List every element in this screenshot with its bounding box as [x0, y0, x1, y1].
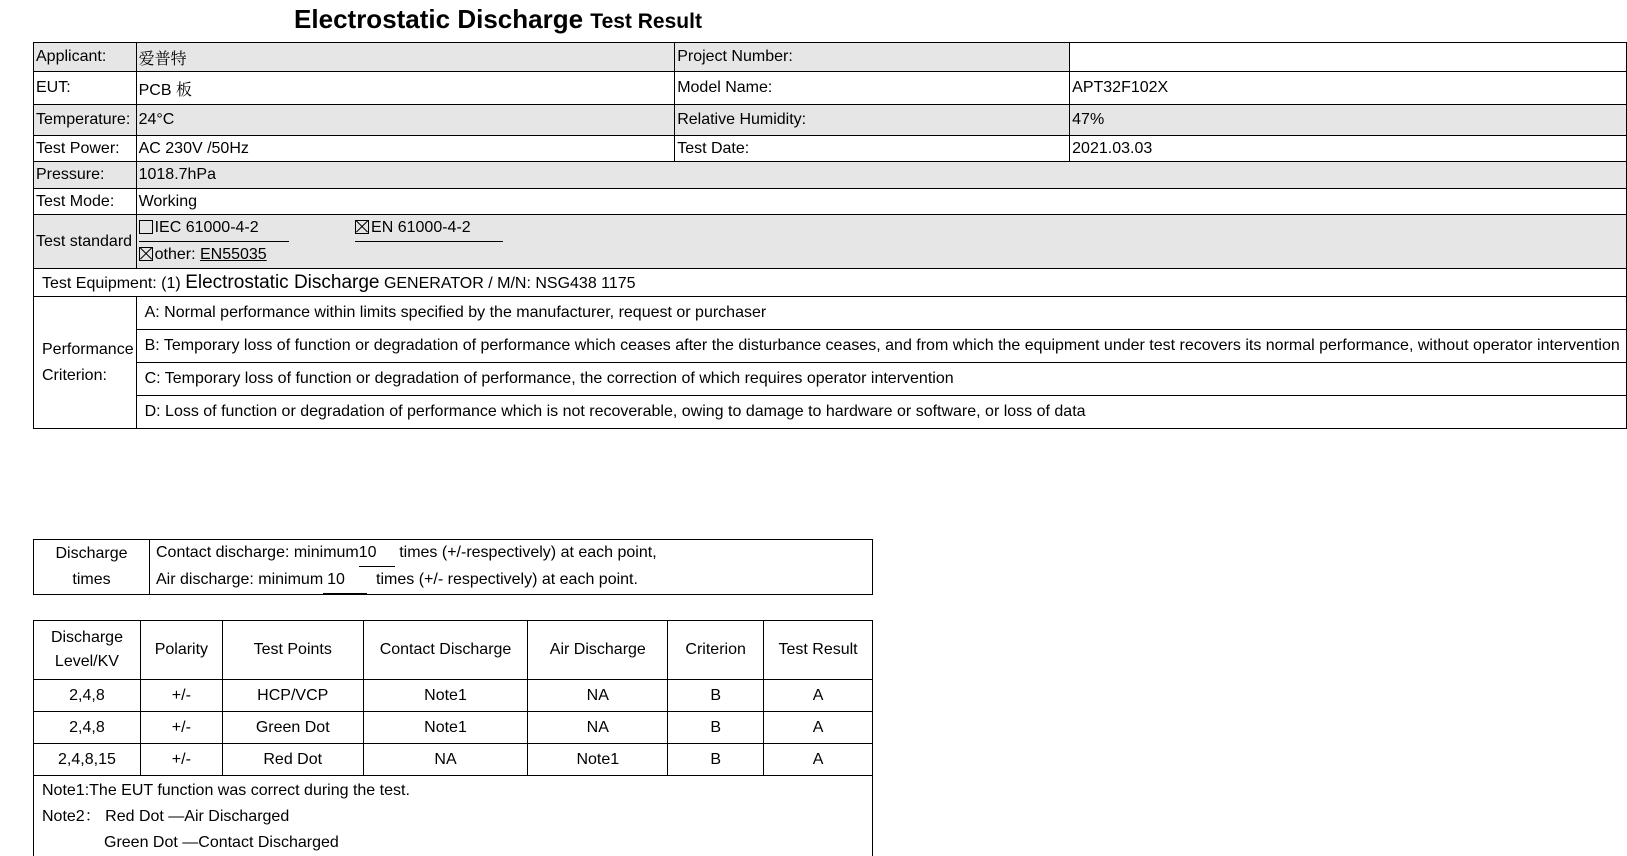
std-iec-option[interactable]: IEC 61000-4-2 [139, 215, 289, 242]
temp-value: 24°C [136, 105, 675, 136]
model-value: APT32F102X [1070, 72, 1627, 105]
model-label: Model Name: [675, 72, 1070, 105]
page-title [0, 4, 996, 35]
mode-value: Working [136, 189, 1626, 215]
header-level: Discharge Level/KV [34, 621, 141, 680]
std-other-value: EN55035 [200, 246, 267, 263]
contact-discharge-line: Contact discharge: minimum10 times (+/-respectively) at each point, [156, 540, 870, 567]
applicant-label: Applicant: [34, 43, 137, 72]
info-table [33, 42, 1627, 429]
criterion-b: B: Temporary loss of function or degradation of performance which ceases after the disturbance ceases, and from which the equipment under test recovers its normal performance, without operator intervention [137, 330, 1626, 363]
applicant-value: 爱普特 [136, 43, 675, 72]
criterion-d: D: Loss of function or degradation of performance which is not recoverable, owing to damage to hardware or software, or loss of data [137, 396, 1626, 428]
eut-value: PCB 板 [136, 72, 675, 105]
table-row: 2,4,8 +/- HCP/VCP Note1 NA B A [34, 680, 873, 712]
header-test-points: Test Points [222, 621, 363, 680]
results-header-row [34, 621, 873, 680]
temp-label: Temperature: [34, 105, 137, 136]
discharge-times-text [150, 540, 873, 595]
pressure-label: Pressure: [34, 162, 137, 189]
humidity-value: 47% [1070, 105, 1627, 136]
table-row: 2,4,8,15 +/- Red Dot NA Note1 B A [34, 744, 873, 776]
criterion-c: C: Temporary loss of function or degradation of performance, the correction of which requires operator intervention [137, 363, 1626, 396]
header-air-discharge: Air Discharge [528, 621, 668, 680]
power-label: Test Power: [34, 136, 137, 162]
standard-label: Test standard [34, 215, 137, 269]
eut-label: EUT: [34, 72, 137, 105]
header-test-result: Test Result [764, 621, 873, 680]
results-table [33, 620, 873, 856]
criterion-a: A: Normal performance within limits specified by the manufacturer, request or purchaser [137, 297, 1626, 330]
project-value [1070, 43, 1627, 72]
date-label: Test Date: [675, 136, 1070, 162]
en-checked-checkbox-icon[interactable] [355, 220, 369, 234]
note-2: Note2： Red Dot —Air Discharged [42, 804, 870, 830]
table-row: 2,4,8 +/- Green Dot Note1 NA B A [34, 712, 873, 744]
discharge-label: Discharge times [34, 540, 150, 595]
humidity-label: Relative Humidity: [675, 105, 1070, 136]
header-polarity: Polarity [140, 621, 222, 680]
project-label: Project Number: [675, 43, 1070, 72]
note-3: Green Dot —Contact Discharged [42, 830, 870, 856]
criteria-list [136, 297, 1626, 429]
title-suffix: Test Result [590, 10, 702, 33]
header-contact-discharge: Contact Discharge [363, 621, 528, 680]
other-checked-checkbox-icon[interactable] [139, 247, 153, 261]
test-equipment: Test Equipment: (1) Electrostatic Discharge GENERATOR / M/N: NSG438 1175 [34, 269, 1627, 297]
power-value: AC 230V /50Hz [136, 136, 675, 162]
std-en-option[interactable]: EN 61000-4-2 [355, 215, 503, 242]
criterion-label: Performance Criterion: [34, 297, 137, 429]
pressure-value: 1018.7hPa [136, 162, 1626, 189]
std-other-option[interactable]: other: EN55035 [139, 242, 1624, 268]
date-value: 2021.03.03 [1070, 136, 1627, 162]
mode-label: Test Mode: [34, 189, 137, 215]
discharge-times-table [33, 539, 873, 595]
notes-row [34, 776, 873, 856]
iec-checkbox-icon[interactable] [139, 220, 153, 234]
header-criterion: Criterion [668, 621, 764, 680]
standard-options [136, 215, 1626, 269]
note-1: Note1:The EUT function was correct during the test. [42, 778, 870, 804]
air-discharge-line: Air discharge: minimum 10 times (+/- respectively) at each point. [156, 567, 870, 594]
title-main: Electrostatic Discharge [294, 4, 583, 34]
